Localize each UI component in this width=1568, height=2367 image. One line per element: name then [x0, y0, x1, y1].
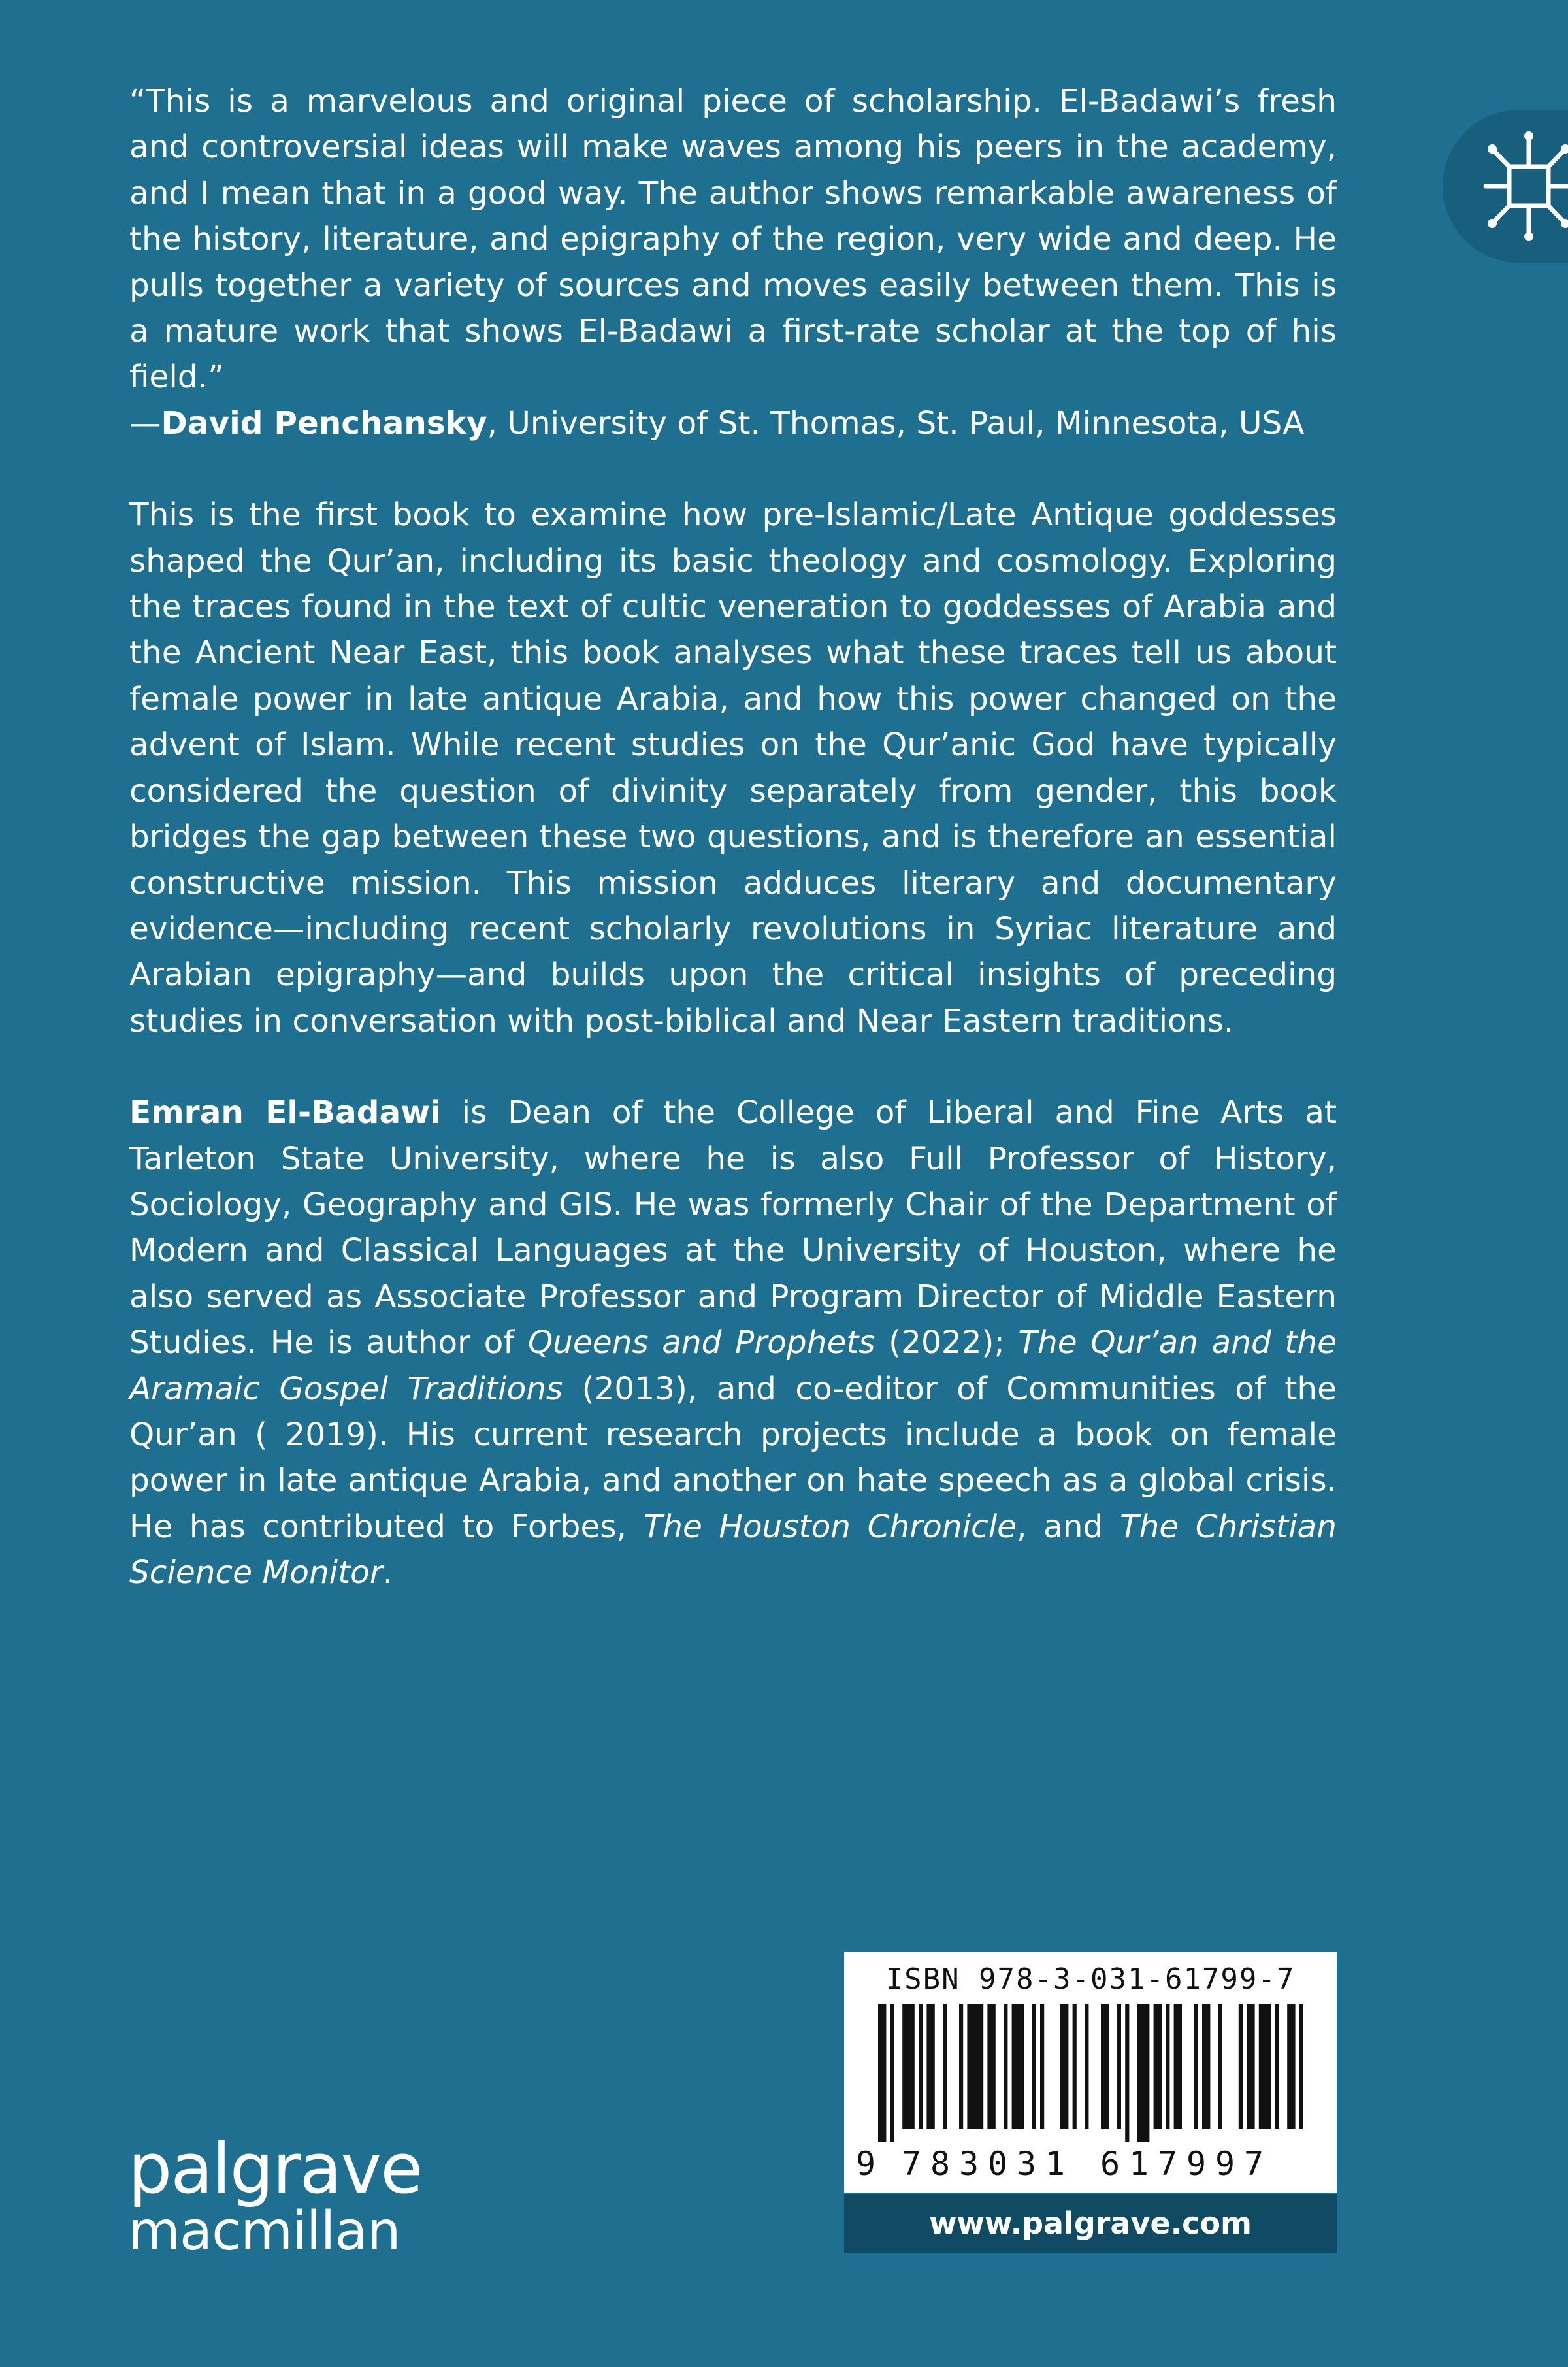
- barcode-bar: [1218, 2004, 1222, 2129]
- barcode-digit: 9: [1186, 2145, 1207, 2183]
- barcode-digit: 3: [959, 2145, 979, 2183]
- barcode-bar: [987, 2004, 995, 2129]
- network-node-icon: [1483, 124, 1568, 248]
- cover-text: [129, 78, 1337, 1596]
- barcode-bar: [1012, 2004, 1024, 2129]
- publisher-logo: palgrave macmillan: [128, 2129, 422, 2262]
- isbn-barcode: [844, 1952, 1337, 2193]
- barcode-bar: [1239, 2004, 1243, 2129]
- endorsement-attribution: —David Penchansky, University of St. Thomas, St. Paul, Minnesota, USA: [129, 404, 1305, 442]
- endorser-name: David Penchansky: [161, 404, 487, 442]
- book-description: This is the first book to examine how pre-Islamic/Late Antique goddesses shaped the Qur’an, including its basic theology and cosmology. Exploring the traces found in the text of cultic veneration to goddesses of Arabia and the Ancient Near East, this book analyses what these traces tell us about female power in late antique Arabia, and how this power changed on the advent of Islam. While recent studies on the Qur’anic God have typically considered the question of divinity separately from gender, this book bridges the gap between these two questions, and is therefore an essential constructive mission. This mission adduces literary and documentary evidence—including recent scholarly revolutions in Syriac literature and Arabian epigraphy—and builds upon the critical insights of preceding studies in conversation with post-biblical and Near Eastern traditions.: [129, 497, 1337, 1039]
- barcode-bar: [1125, 2004, 1129, 2142]
- author-name: Emran El-Badawi: [129, 1094, 441, 1132]
- endorsement-quote: “This is a marvelous and original piece of scholarship. El-Badawi’s fresh and controversial ideas will make waves among his peers in the academy, and I mean that in a good way. The author shows remarkable awareness of the history, literature, and epigraphy of the region, very wide and deep. He pulls together a variety of sources and moves easily between them. This is a mature work that shows El-Badawi a first-rate scholar at the top of his field.”: [129, 83, 1337, 396]
- barcode-digit: 0: [988, 2145, 1008, 2183]
- barcode-bar: [1194, 2004, 1198, 2129]
- barcode-bars: [878, 2004, 1303, 2142]
- barcode-bar: [919, 2004, 923, 2129]
- barcode-bar: [967, 2004, 983, 2129]
- barcode-digit: 1: [1045, 2145, 1066, 2183]
- barcode-bar: [1040, 2004, 1044, 2129]
- barcode-bar: [1154, 2004, 1162, 2129]
- barcode-bar: [943, 2004, 947, 2129]
- barcode-bar: [1247, 2004, 1254, 2129]
- barcode-digit: 9: [1215, 2145, 1235, 2183]
- barcode-bar: [1174, 2004, 1182, 2129]
- barcode-digits: [844, 2143, 1337, 2185]
- barcode-bar: [1299, 2004, 1303, 2129]
- series-badge: [1443, 110, 1568, 263]
- barcode-bar: [1085, 2004, 1088, 2129]
- barcode-bar: [959, 2004, 963, 2129]
- barcode-bar: [1259, 2004, 1271, 2129]
- barcode-bar: [1275, 2004, 1279, 2129]
- barcode-bar: [878, 2004, 886, 2142]
- isbn-label: ISBN 978-3-031-61799-7: [885, 1963, 1296, 1996]
- barcode-digit: 7: [1158, 2145, 1178, 2183]
- barcode-digit: 9: [856, 2145, 876, 2183]
- barcode-bar: [1202, 2004, 1210, 2129]
- publisher-website: www.palgrave.com: [844, 2194, 1337, 2253]
- barcode-bar: [890, 2004, 894, 2142]
- barcode-bar: [1032, 2004, 1036, 2129]
- barcode-digit: 7: [1244, 2145, 1264, 2183]
- barcode-bar: [926, 2004, 934, 2129]
- barcode-bar: [1073, 2004, 1077, 2129]
- barcode-bar: [1117, 2004, 1121, 2129]
- barcode-bar: [1137, 2004, 1150, 2142]
- barcode-digit: 6: [1100, 2145, 1120, 2183]
- barcode-digit: 1: [1129, 2145, 1149, 2183]
- barcode-bar: [1101, 2004, 1109, 2129]
- author-bio: Emran El-Badawi is Dean of the College of Liberal and Fine Arts at Tarleton State University, where he is also Full Professor of History, Sociology, Geography and GIS. He was formerly Chair of the Department of Modern and Classical Languages at the University of Houston, where he also served as Associate Professor and Program Director of Middle Eastern Studies. He is author of Queens and Prophets (2022); The Qur’an and the Aramaic Gospel Traditions (2013), and co-editor of Communities of the Qur’an ( 2019). His current research projects include a book on female power in late antique Arabia, and another on hate speech as a global crisis. He has contributed to Forbes, The Houston Chronicle, and The Christian Science Monitor.: [129, 1094, 1337, 1592]
- barcode-bar: [1166, 2004, 1169, 2129]
- barcode-bar: [902, 2004, 915, 2129]
- barcode-bar: [1004, 2004, 1007, 2129]
- barcode-digit: 7: [902, 2145, 922, 2183]
- barcode-digit: 3: [1017, 2145, 1037, 2183]
- barcode-bar: [1060, 2004, 1068, 2129]
- barcode-bar: [1287, 2004, 1295, 2129]
- barcode-digit: 8: [930, 2145, 951, 2183]
